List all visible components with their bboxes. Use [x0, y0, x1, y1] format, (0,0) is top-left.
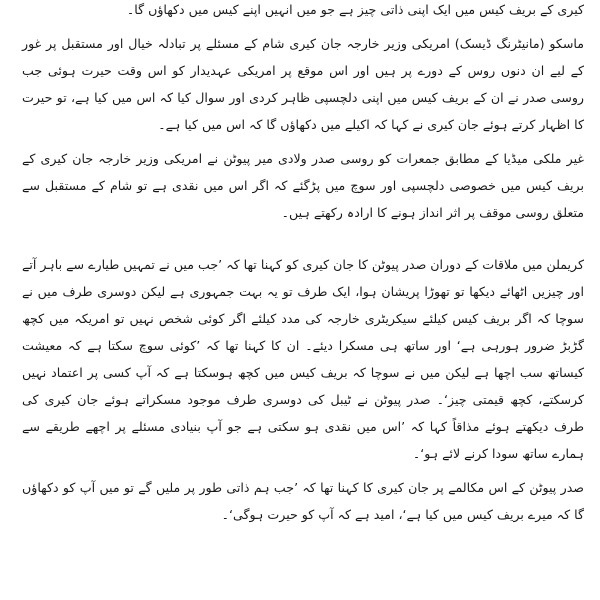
article-paragraph-kremlin: کریملن میں ملاقات کے دوران صدر پیوٹن کا جان کیری کو کہنا تھا کہ ’جب میں نے تمہیں طیارے سے باہر آتے اور چیزیں اٹھائے دیکھا تو تھوڑا پریشان ہوا، ایک طرف تو یہ بہت جمہوری ہے لیکن دوسری طرف میں نے سوچا کہ اگر بریف کیس کیلئے سیکریٹری خارجہ کی مدد کیلئے اگر کوئی شخص نہیں تو امریکہ میں کچھ گڑبڑ ضرور ہورہی ہے‘ اور ساتھ ہی مسکرا دیئے۔ ان کا کہنا تھا کہ ’کوئی سوچ سکتا ہے کہ معیشت کیساتھ سب اچھا ہے لیکن میں نے سوچا کہ بریف کیس میں کچھ ہوسکتا ہے کہ آپ کسی پر اعتماد نہیں کرسکتے، کچھ قیمتی چیز‘۔ صدر پیوٹن نے ٹیبل کی دوسری طرف موجود مسکراتے ہوئے جان کیری کی طرف دیکھتے ہوئے مذاقاً کہا کہ ’اس میں نقدی ہو سکتی ہے جو آپ بنیادی مسئلے پر اچھے طریقے سے ہمارے ساتھ سودا کرنے لائے ہو‘۔ [22, 257, 584, 461]
article-paragraph-moscow: ماسکو (مانیٹرنگ ڈیسک) امریکی وزیر خارجہ جان کیری شام کے مسئلے پر تبادلہ خیال اور مستقبل پر غور کے لیے ان دنوں روس کے دورے پر ہیں اور اس موقع پر امریکی عہدیدار کو اس وقت حیرت ہوئی جب روسی صدر نے ان کے بریف کیس میں اپنی دلچسپی ظاہر کردی اور سوال کیا کہ اس میں کیا ہے، تو حیرت کا اظہار کرتے ہوئے جان کیری نے کہا کہ اکیلے میں دکھاؤں گا کہ اس میں کیا ہے۔ [22, 36, 584, 132]
article-paragraph-kerry-reply: صدر پیوٹن کے اس مکالمے پر جان کیری کا کہنا تھا کہ ’جب ہم ذاتی طور پر ملیں گے تو میں آپ کو دکھاؤں گا کہ میرے بریف کیس میں کیا ہے‘، امید ہے کہ آپ کو حیرت ہوگی‘۔ [22, 480, 584, 522]
article-paragraph-foreign-media: غیر ملکی میڈیا کے مطابق جمعرات کو روسی صدر ولادی میر پیوٹن نے امریکی وزیر خارجہ جان کیری کے بریف کیس میں خصوصی دلچسپی اور سوچ میں پڑگئے کہ اگر اس میں نقدی ہے تو شام کے مستقبل سے متعلق روسی موقف پر اثر انداز ہونے کا ارادہ رکھتے ہیں۔ [22, 151, 584, 220]
article-paragraph-intro: کیری کے بریف کیس میں ایک اپنی ذاتی چیز ہے جو میں انہیں اپنے کیس میں دکھاؤں گا۔ [126, 2, 584, 17]
